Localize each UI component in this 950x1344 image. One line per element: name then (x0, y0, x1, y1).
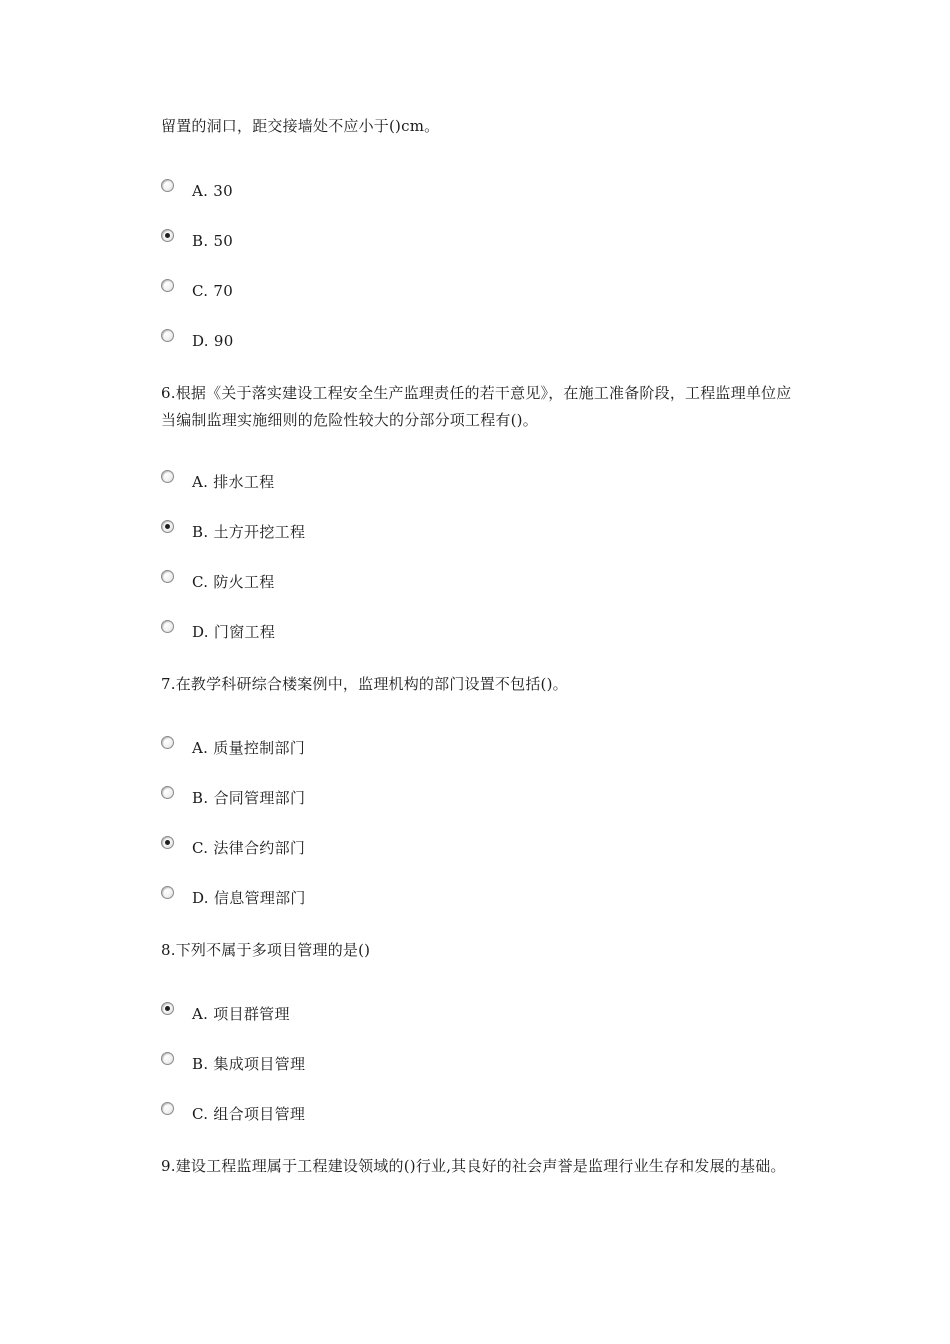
option-a[interactable] (161, 736, 561, 760)
option-b[interactable] (161, 229, 561, 253)
option-b[interactable] (161, 786, 561, 810)
radio-button-icon[interactable] (161, 786, 174, 799)
question-text: 6.根据《关于落实建设工程安全生产监理责任的若干意见》，在施工准备阶段，工程监理单位应当编制监理实施细则的危险性较大的分部分项工程有()。 (161, 384, 792, 429)
option-d[interactable] (161, 329, 561, 353)
option-label: B. 合同管理部门 (192, 789, 306, 807)
option-label: D. 信息管理部门 (192, 889, 306, 907)
question-text: 8.下列不属于多项目管理的是() (161, 941, 371, 959)
option-c[interactable] (161, 570, 561, 594)
option-b[interactable] (161, 520, 561, 544)
option-label: A. 项目群管理 (192, 1005, 290, 1023)
option-b[interactable] (161, 1052, 561, 1076)
radio-button-icon[interactable] (161, 179, 174, 192)
radio-button-icon[interactable] (161, 886, 174, 899)
option-d[interactable] (161, 620, 561, 644)
radio-button-icon[interactable] (161, 736, 174, 749)
option-label: B. 土方开挖工程 (192, 523, 306, 541)
option-label: C. 70 (192, 282, 234, 300)
option-label: C. 防火工程 (192, 573, 275, 591)
option-label: A. 30 (192, 182, 233, 200)
option-label: B. 集成项目管理 (192, 1055, 306, 1073)
option-a[interactable] (161, 1002, 561, 1026)
radio-button-checked-icon[interactable] (161, 836, 174, 849)
question-text: 9.建设工程监理属于工程建设领域的()行业,其良好的社会声誉是监理行业生存和发展的基础。 (161, 1157, 786, 1175)
radio-button-icon[interactable] (161, 329, 174, 342)
radio-button-icon[interactable] (161, 1052, 174, 1065)
option-a[interactable] (161, 470, 561, 494)
option-label: D. 90 (192, 332, 234, 350)
question-text: 留置的洞口，距交接墙处不应小于()cm。 (161, 117, 440, 135)
radio-button-checked-icon[interactable] (161, 1002, 174, 1015)
radio-button-checked-icon[interactable] (161, 520, 174, 533)
radio-button-icon[interactable] (161, 1102, 174, 1115)
option-c[interactable] (161, 279, 561, 303)
radio-button-icon[interactable] (161, 570, 174, 583)
radio-button-checked-icon[interactable] (161, 229, 174, 242)
option-label: A. 排水工程 (192, 473, 275, 491)
option-label: D. 门窗工程 (192, 623, 276, 641)
radio-button-icon[interactable] (161, 620, 174, 633)
option-c[interactable] (161, 836, 561, 860)
radio-button-icon[interactable] (161, 279, 174, 292)
radio-button-icon[interactable] (161, 470, 174, 483)
option-label: C. 组合项目管理 (192, 1105, 306, 1123)
option-label: A. 质量控制部门 (192, 739, 306, 757)
option-label: B. 50 (192, 232, 234, 250)
question-text: 7.在教学科研综合楼案例中，监理机构的部门设置不包括()。 (161, 675, 568, 693)
option-label: C. 法律合约部门 (192, 839, 306, 857)
option-a[interactable] (161, 179, 561, 203)
option-d[interactable] (161, 886, 561, 910)
option-c[interactable] (161, 1102, 561, 1126)
